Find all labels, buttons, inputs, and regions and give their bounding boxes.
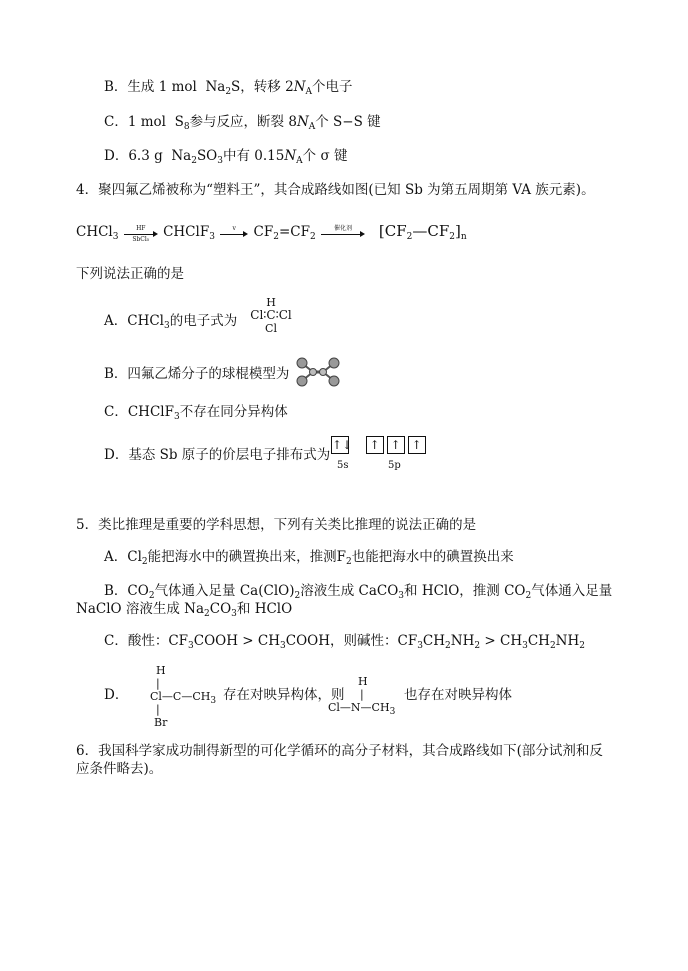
structure-chlorobromo: H | $Cl—C—CH_3$ | Br: [150, 664, 217, 729]
ball-and-stick-model: [295, 356, 341, 388]
q5-option-d-text2: 也存在对映异构体: [404, 687, 512, 703]
q3-option-c: C．1 mol $S_8$参与反应，断裂 $8N_A$个 S−S 键: [104, 114, 381, 132]
reaction-arrow-2: ⅴ: [220, 226, 248, 240]
structure-chloramine: H | $Cl—N—CH_3$: [328, 675, 396, 717]
q4-question: 下列说法正确的是: [76, 266, 184, 282]
q5-option-c: C．酸性：$CF_3COOH$ > $CH_3COOH$，则碱性：$CF_3CH_2NH_2 > CH_3CH_2NH_2$: [104, 633, 585, 651]
q4-synthesis-route: CHCl$_3$ HF SbCl₅ CHClF$_3$ ⅴ $CF_2=CF_2$ 催化剂 $[CF_2—CF_2]_n$: [76, 222, 467, 243]
orbital-label-5p: 5p: [388, 460, 401, 471]
q5-stem: 5．类比推理是重要的学科思想，下列有关类比推理的说法正确的是: [76, 517, 477, 533]
polymer-formula: $[CF_2—CF_2]_n$: [378, 222, 467, 242]
q3-option-b: B．生成 1 mol $Na_2S$，转移 $2N_A$个电子: [104, 79, 353, 97]
orbital-5s-box: ↑↓: [332, 438, 353, 452]
q5-option-a: A．$Cl_2$能把海水中的碘置换出来，推测$F_2$也能把海水中的碘置换出来: [104, 549, 514, 567]
q4-option-b: B．四氟乙烯分子的球棍模型为: [104, 366, 290, 382]
q4-option-a: A．CHCl$_3$的电子式为: [104, 313, 238, 331]
q5-option-d-text1: 存在对映异构体，则: [223, 687, 345, 703]
orbital-diagram: [331, 436, 426, 454]
orbital-5p-box-2: ↑: [387, 436, 405, 454]
orbital-5p-box-3: ↑: [408, 436, 426, 454]
reaction-arrow-3: 催化剂: [321, 226, 365, 240]
reaction-arrow-1: HF SbCl₅: [124, 226, 158, 240]
q5-option-d-label: D．: [104, 687, 129, 703]
q4-option-c: C．CHClF$_3$不存在同分异构体: [104, 404, 288, 422]
q6-stem-line2: 应条件略去)。: [76, 761, 163, 777]
q6-stem-line1: 6．我国科学家成功制得新型的可化学循环的高分子材料，其合成路线如下(部分试剂和反: [76, 743, 603, 759]
orbital-label-5s: 5s: [337, 460, 349, 471]
orbital-5p-box-1: ↑: [366, 436, 384, 454]
q4-stem: 4．聚四氟乙烯被称为“塑料王”，其合成路线如图(已知 Sb 为第五周期第 VA 族元素)。: [76, 182, 595, 198]
electron-formula: H Cl∶C∶Cl Cl: [250, 296, 292, 335]
q5-option-b-line2: NaClO 溶液生成 $Na_2CO_3$和 HClO: [76, 601, 293, 619]
q3-option-d: D．6.3 g $Na_2SO_3$中有 $0.15N_A$个 σ 键: [104, 148, 348, 166]
q5-option-b-line1: B．$CO_2$气体通入足量 $Ca(ClO)_2$溶液生成 CaCO$_3$和 HClO，推测 $CO_2$气体通入足量: [104, 583, 613, 601]
q4-option-d: D．基态 Sb 原子的价层电子排布式为: [104, 447, 331, 463]
